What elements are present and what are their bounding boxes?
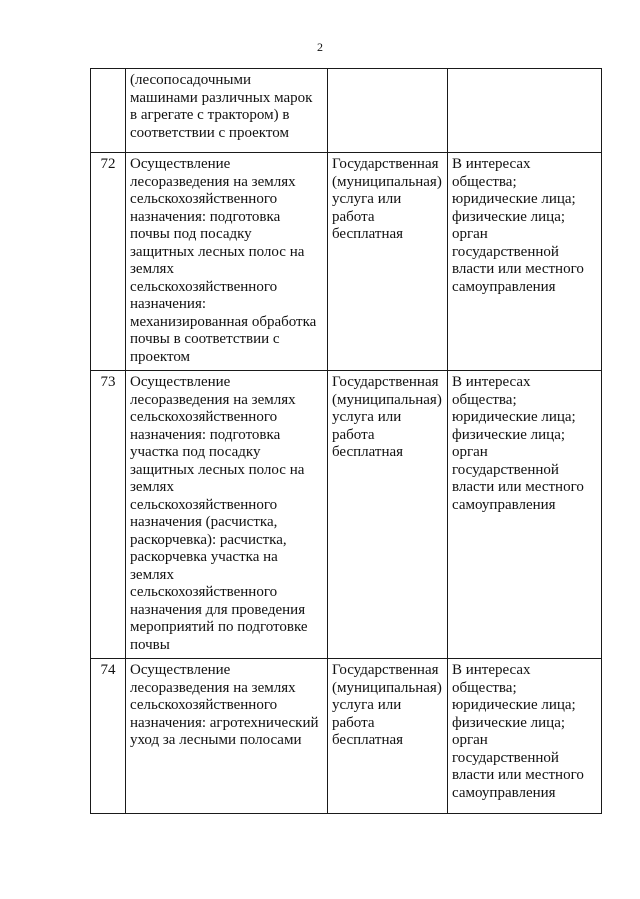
- table-row: [91, 153, 602, 371]
- service-name-cell: (лесопосадочными машинами различных марок в агрегате с трактором) в соответствии с проектом: [126, 69, 328, 153]
- table-row: [91, 659, 602, 814]
- service-name-cell: Осуществление лесоразведения на землях сельскохозяйственного назначения: подготовка почвы под посадку защитных лесных полос на землях сельскохозяйственного назначения: механизированная обработка почвы в соответствии с проектом: [126, 153, 328, 371]
- service-type-cell: [328, 69, 448, 153]
- row-number-cell: 72: [91, 153, 126, 371]
- table-row: [91, 69, 602, 153]
- row-number-cell: 73: [91, 371, 126, 659]
- table-row: [91, 371, 602, 659]
- service-name-cell: Осуществление лесоразведения на землях сельскохозяйственного назначения: подготовка участка под посадку защитных лесных полос на землях сельскохозяйственного назначения (расчистка, раскорчевка): расчистка, раскорчевка участка на землях сельскохозяйственного назначения для проведения мероприятий по подготовке почвы: [126, 371, 328, 659]
- recipients-cell: В интересах общества; юридические лица; физические лица; орган государственной власти или местного самоуправления: [448, 153, 602, 371]
- recipients-cell: В интересах общества; юридические лица; физические лица; орган государственной власти или местного самоуправления: [448, 659, 602, 814]
- service-type-cell: Государственная (муниципальная) услуга или работа бесплатная: [328, 371, 448, 659]
- recipients-cell: [448, 69, 602, 153]
- services-table: [90, 68, 602, 814]
- recipients-cell: В интересах общества; юридические лица; физические лица; орган государственной власти или местного самоуправления: [448, 371, 602, 659]
- service-name-cell: Осуществление лесоразведения на землях сельскохозяйственного назначения: агротехнический уход за лесными полосами: [126, 659, 328, 814]
- service-type-cell: Государственная (муниципальная) услуга или работа бесплатная: [328, 153, 448, 371]
- row-number-cell: 74: [91, 659, 126, 814]
- row-number-cell: [91, 69, 126, 153]
- service-type-cell: Государственная (муниципальная) услуга или работа бесплатная: [328, 659, 448, 814]
- page-number: 2: [317, 40, 323, 54]
